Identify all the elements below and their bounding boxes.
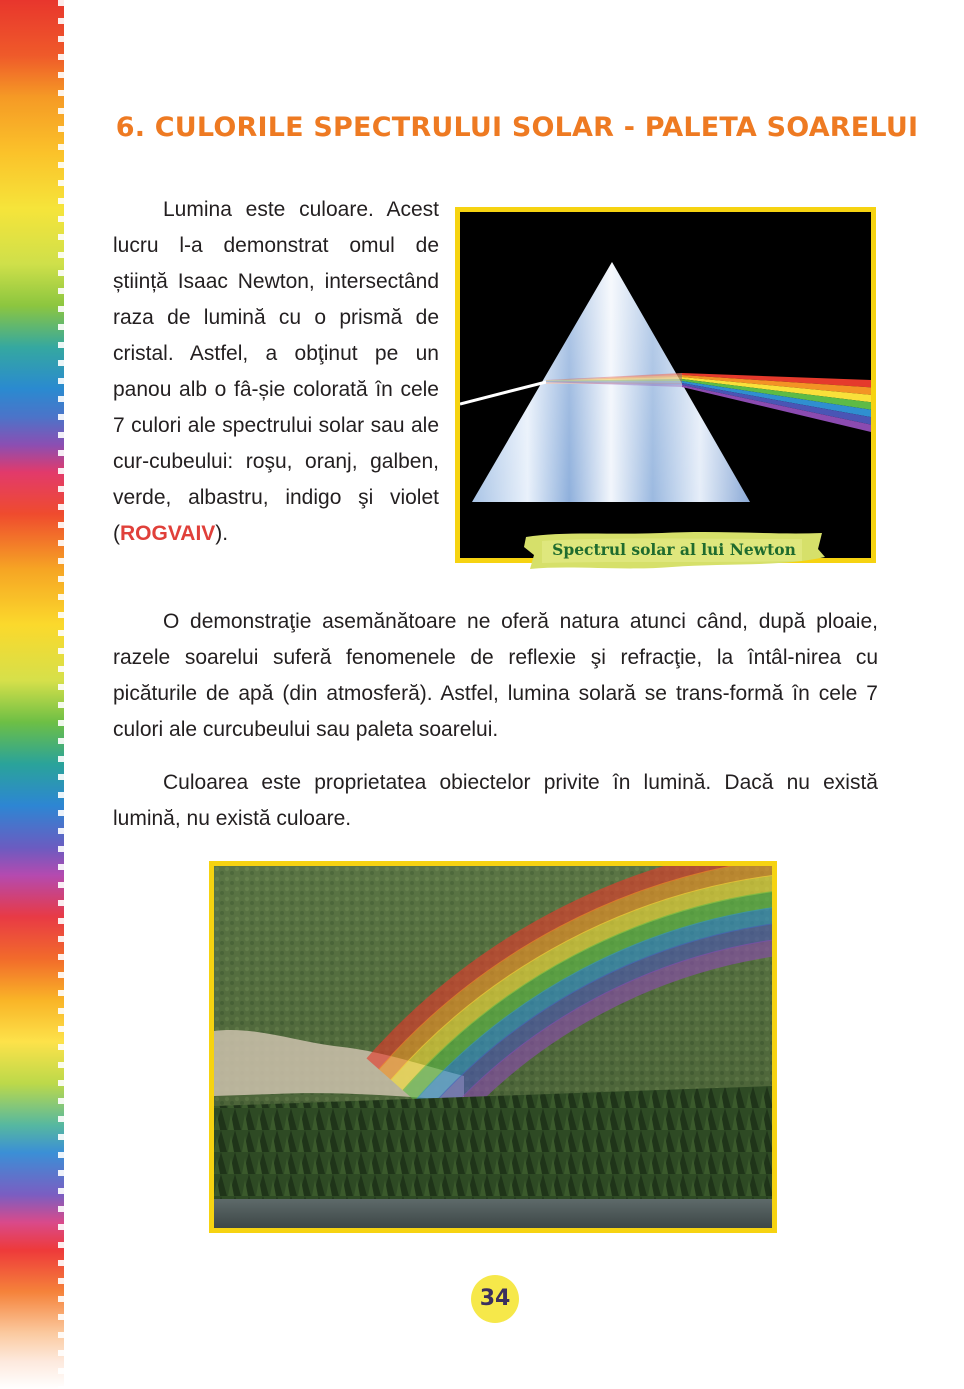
rainbow-brush-strip	[0, 0, 64, 1389]
prism-caption-banner	[522, 527, 826, 573]
prism-caption: Spectrul solar al lui Newton	[552, 540, 796, 559]
intro-paragraph	[113, 192, 439, 552]
rainbow-photo	[209, 861, 777, 1233]
lake-water	[214, 1199, 772, 1228]
prism-illustration	[460, 212, 871, 558]
rainbow-over-forest-image	[214, 866, 772, 1228]
page-title: 6. CULORILE SPECTRULUI SOLAR - PALETA SOARELUI	[115, 112, 919, 143]
color-definition-paragraph: Culoarea este proprietatea obiectelor privite în lumină. Dacă nu există lumină, nu există culoare.	[113, 771, 878, 830]
page-number: 34	[479, 1286, 511, 1311]
intro-text-after: ).	[215, 522, 229, 545]
page-number-badge	[471, 1275, 519, 1323]
reflection-paragraph: O demonstraţie asemănătoare ne oferă natura atunci când, după ploaie, razele soarelui suferă fenomenele de reflexie şi refracţie, la întâl-nirea cu picăturile de apă (din atmosferă). Astfel, lumina solară se trans-formă în cele 7 culori ale curcubeului sau paleta soarelui.	[113, 610, 878, 741]
prism-figure	[455, 207, 876, 563]
intro-text-before: Lumina este culoare. Acest lucru l-a demonstrat omul de știință Isaac Newton, intersectând raza de lumină cu o prismă de cristal. Astfel, a obţinut pe un panou alb o fâ-șie colorată în cele 7 culori ale spectrului solar sau ale cur-cubeului: roşu, oranj, galben, verde, albastru, indigo şi violet (	[113, 198, 439, 545]
rogvaiv-highlight: ROGVAIV	[120, 522, 216, 545]
